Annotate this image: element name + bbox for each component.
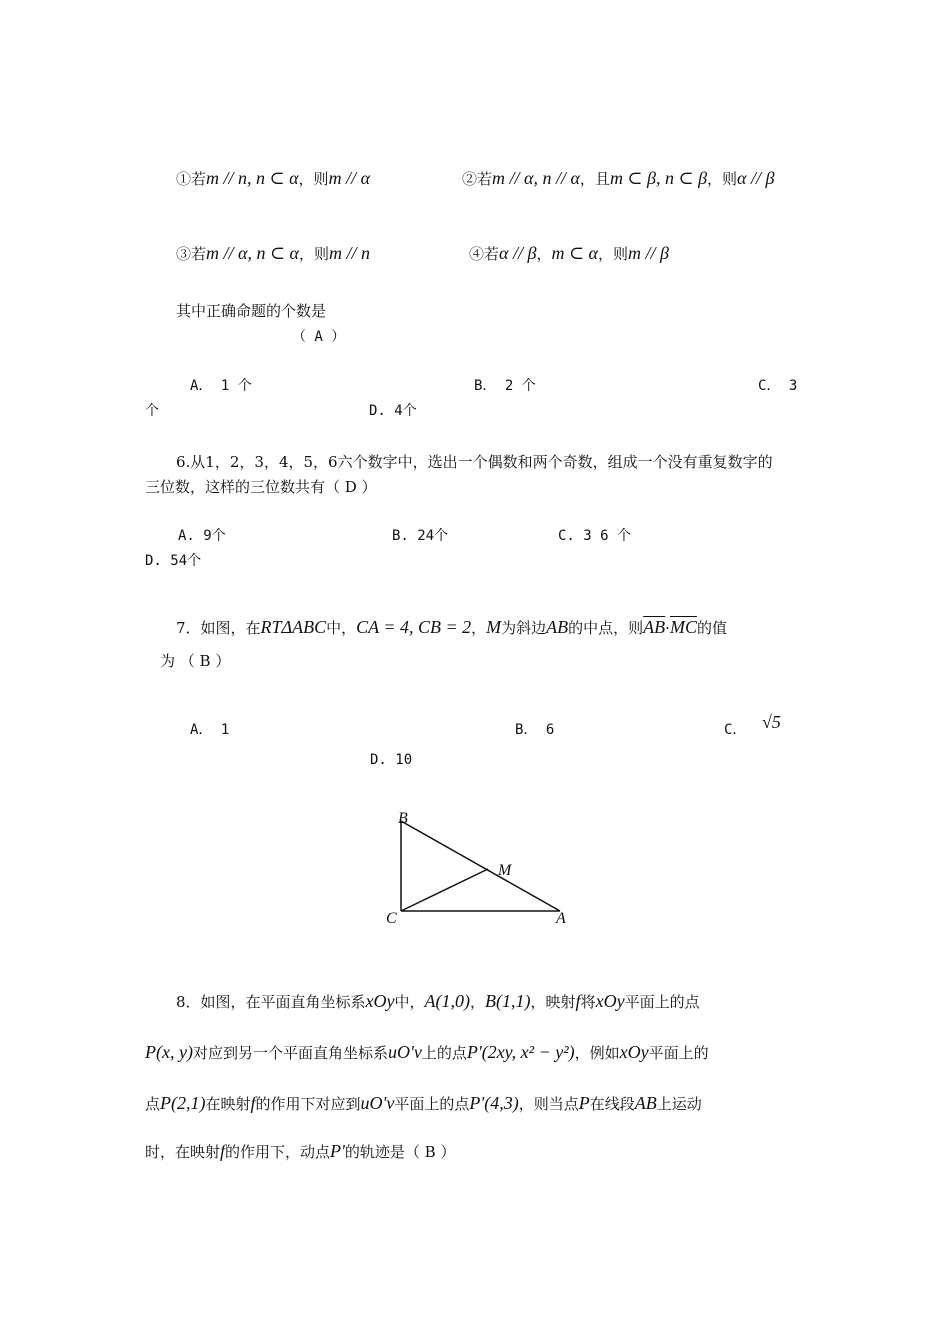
math-plane: xOy	[365, 991, 395, 1011]
q8-text: 在线段	[589, 1095, 635, 1113]
math-point: P'(4,3)	[469, 1093, 519, 1113]
math-condition: α // β	[499, 243, 537, 263]
q8-text: 对应到另一个平面直角坐标系	[192, 1044, 388, 1062]
math-point-b: B(1,1)	[485, 991, 531, 1011]
math-point-p: P(x, y)	[145, 1042, 193, 1062]
math-point-p: P	[578, 1093, 590, 1113]
side-ab	[401, 821, 560, 911]
math-point-p-prime: P'	[330, 1141, 345, 1161]
prop-text: ，则	[298, 170, 329, 188]
math-condition: m ⊂ α	[551, 243, 598, 263]
math-map: f	[250, 1093, 256, 1113]
q7-option-a: A． 1	[190, 722, 230, 738]
q5-option-b: B． 2 个	[474, 378, 536, 394]
label-c: C	[386, 910, 397, 927]
q7-option-c: C．	[724, 722, 747, 738]
q7-option-d: D. 10	[370, 752, 413, 768]
q8-text: 上的点	[421, 1044, 467, 1062]
q6-line-2: 三位数，这样的三位数共有（ D ）	[145, 478, 377, 496]
math-point-a: A(1,0)	[424, 991, 471, 1011]
dot-operator: ·	[665, 619, 670, 637]
q5-option-c-tail: 个	[145, 403, 159, 419]
q7-text: 中，	[326, 619, 357, 637]
math-point: P(2,1)	[160, 1093, 206, 1113]
math-plane: uO'v	[360, 1093, 395, 1113]
q8-text: 8．如图，在平面直角坐标系	[176, 993, 366, 1011]
q8-line-1	[176, 990, 700, 1013]
q8-text: ，则当点	[518, 1095, 579, 1113]
triangle-figure	[380, 805, 580, 930]
math-result: α // β	[737, 168, 775, 188]
q7-text: ，	[471, 619, 487, 637]
q8-text: 的轨迹是（ B ）	[344, 1143, 456, 1161]
label-b: B	[398, 810, 408, 827]
q5-question: 其中正确命题的个数是	[176, 302, 327, 320]
q7-text: 的值	[696, 619, 727, 637]
vector-mc: $\overline{MC}$	[669, 617, 697, 637]
q6-line-1: 6.从1，2，3，4，5，6六个数字中，选出一个偶数和两个奇数，组成一个没有重复数字的	[176, 453, 773, 471]
q8-text: 平面上的点	[394, 1095, 470, 1113]
q7-text: 的中点，则	[568, 619, 644, 637]
q5-option-a: A． 1 个	[190, 378, 252, 394]
math-triangle: RTΔABC	[260, 617, 327, 637]
q8-text: 将	[580, 993, 596, 1011]
prop-text: ，则	[597, 245, 628, 263]
math-result: m // n	[329, 243, 371, 263]
math-condition: m // n, n ⊂ α	[206, 168, 299, 188]
q6-option-a: A. 9个	[178, 528, 226, 544]
math-plane: xOy	[595, 991, 625, 1011]
q8-text: ，例如	[574, 1044, 620, 1062]
math-map: f	[575, 991, 581, 1011]
q8-text: 的作用下对应到	[255, 1095, 361, 1113]
label-m: M	[498, 862, 512, 879]
prop-number: ③若	[176, 245, 207, 263]
q7-line-1	[176, 616, 727, 639]
q7-text: 为斜边	[501, 619, 547, 637]
math-segment: AB	[546, 617, 569, 637]
q7-option-c-value: √5	[762, 712, 781, 732]
prop-text: ，则	[299, 245, 330, 263]
proposition-1	[176, 167, 370, 190]
math-plane: uO'v	[387, 1042, 422, 1062]
q5-answer: （ A ）	[292, 329, 346, 345]
math-map: f	[220, 1141, 226, 1161]
prop-text: ，	[536, 245, 552, 263]
q5-option-d: D. 4个	[369, 403, 417, 419]
q7-text: 7．如图，在	[176, 619, 261, 637]
prop-number: ②若	[462, 170, 493, 188]
q6-option-b: B. 24个	[392, 528, 449, 544]
prop-number: ④若	[469, 245, 500, 263]
prop-text: ，且	[579, 170, 610, 188]
q8-text: 时，在映射	[145, 1143, 221, 1161]
proposition-4	[469, 242, 669, 265]
math-point: M	[486, 617, 502, 637]
q8-text: 上运动	[656, 1095, 702, 1113]
q8-text: 中，	[394, 993, 425, 1011]
q8-line-3	[145, 1092, 702, 1115]
math-result: m // α	[328, 168, 371, 188]
q8-line-4	[145, 1140, 455, 1163]
proposition-2	[462, 167, 774, 190]
q8-line-2	[145, 1041, 709, 1064]
prop-number: ①若	[176, 170, 207, 188]
math-segment: AB	[634, 1093, 657, 1113]
q6-option-d: D. 54个	[145, 553, 202, 569]
q8-text: ，	[470, 993, 486, 1011]
math-plane: xOy	[619, 1042, 649, 1062]
label-a: A	[556, 910, 566, 927]
math-point-p-prime: P'(2xy, x² − y²)	[466, 1042, 575, 1062]
vector-ab: $\overline{AB}$	[643, 617, 666, 637]
math-lengths: CA = 4, CB = 2	[356, 617, 472, 637]
q8-text: 在映射	[205, 1095, 251, 1113]
q8-text: 的作用下，动点	[225, 1143, 331, 1161]
math-condition: m // α, n // α	[492, 168, 580, 188]
math-condition: m // α, n ⊂ α	[206, 243, 299, 263]
q5-option-c: C． 3	[758, 378, 798, 394]
q8-text: 平面上的点	[624, 993, 700, 1011]
prop-text: ，则	[707, 170, 738, 188]
q7-option-b: B． 6	[515, 722, 555, 738]
q8-text: 点	[145, 1095, 161, 1113]
math-result: m // β	[628, 243, 669, 263]
q7-line-2: 为 （ B ）	[160, 652, 231, 670]
q8-text: 平面上的	[648, 1044, 709, 1062]
median-cm	[401, 869, 488, 911]
proposition-3	[176, 242, 370, 265]
q8-text: ，映射	[530, 993, 576, 1011]
math-condition: m ⊂ β, n ⊂ β	[609, 168, 708, 188]
q6-option-c: C. 3 6 个	[558, 528, 632, 544]
